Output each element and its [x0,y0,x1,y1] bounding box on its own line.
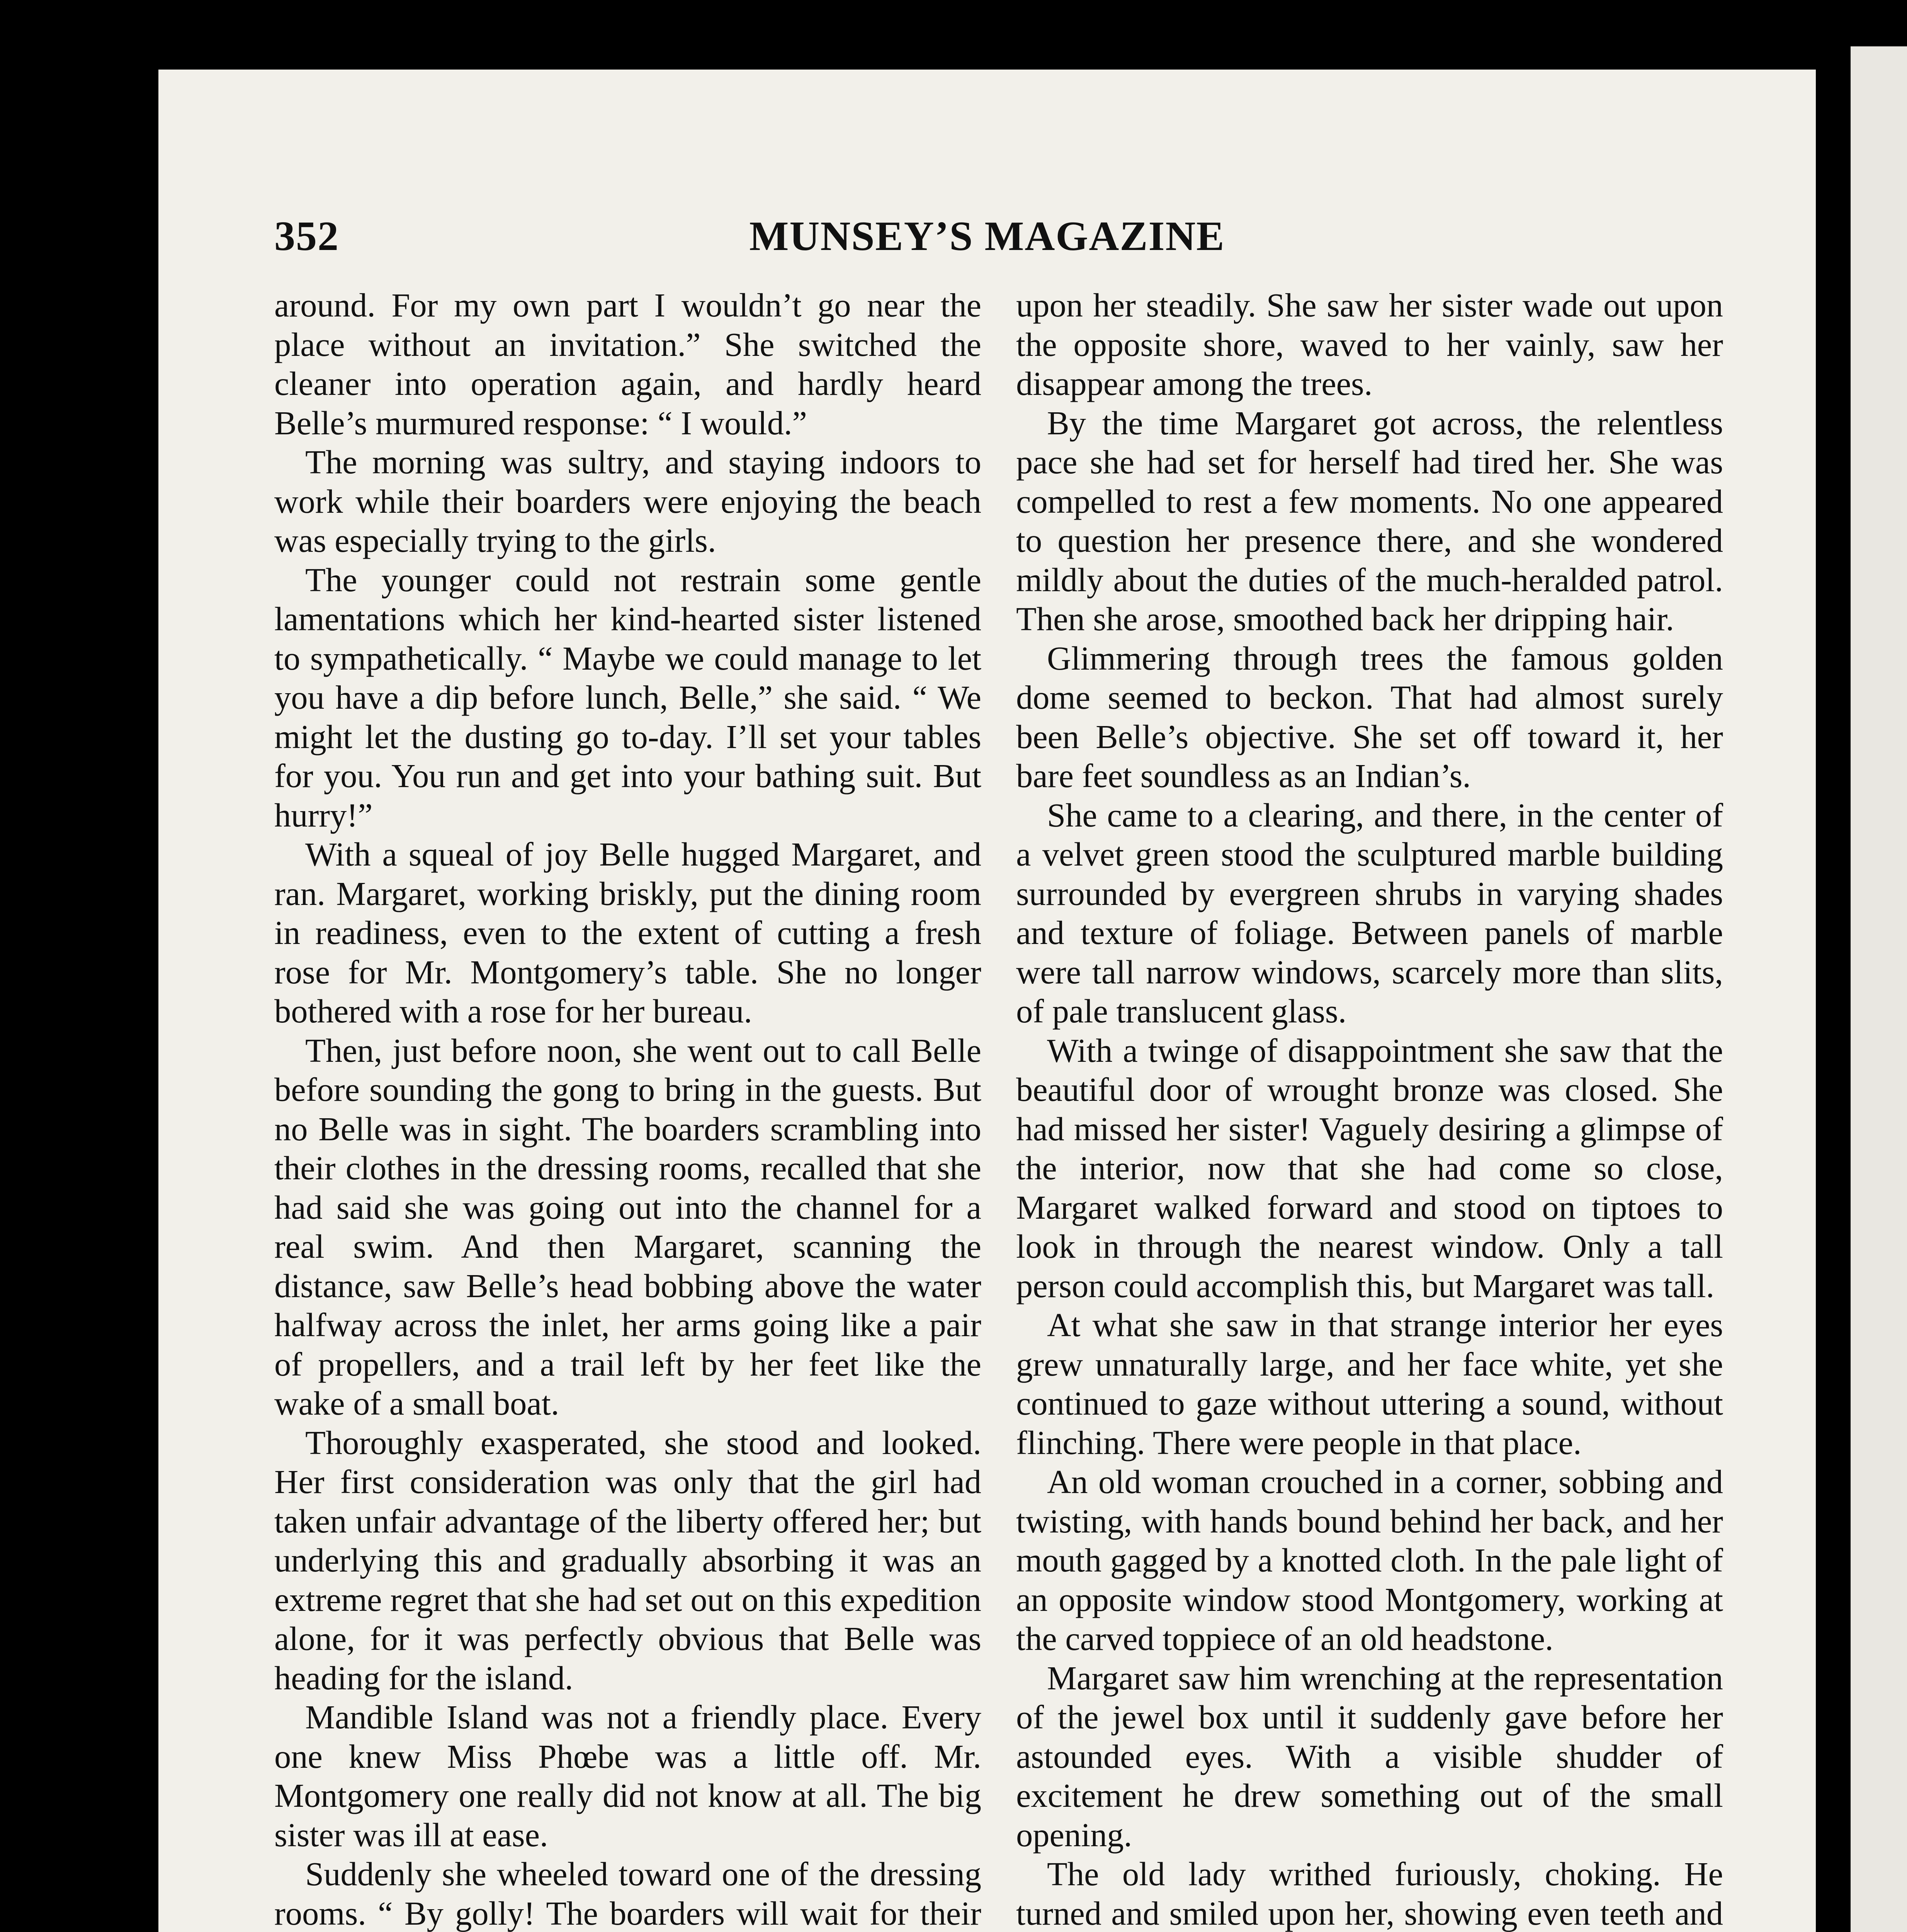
paragraph: Mandible Island was not a friendly place. Every one knew Miss Phœbe was a little off. Mr. Montgomery one really did not know at all. The big sister was ill at ease. [274,1699,981,1854]
adjacent-page-edge [1851,46,1907,1932]
page-header [158,213,1816,274]
paragraph: Thoroughly exasperated, she stood and looked. Her first consideration was only that the girl had taken unfair advantage of the liberty offered her; but underlying this and gradually absorbing it was an extreme regret that she had set out on this expedition alone, for it was perfectly obvious that Belle was heading for the island. [274,1424,981,1697]
magazine-page [158,70,1816,1932]
paragraph: The morning was sultry, and staying indoors to work while their boarders were enjoying the beach was especially trying to the girls. [274,444,981,559]
paragraph: Glimmering through trees the famous golden dome seemed to beckon. That had almost surely been Belle’s objective. She set off toward it, her bare feet soundless as an Indian’s. [1016,639,1723,794]
paragraph: Then, just before noon, she went out to call Belle before sounding the gong to bring in the guests. But no Belle was in sight. The boarders scrambling into their clothes in the dressing rooms, recalled that she had said she was going out into the channel for a real swim. And then Margaret, scanning the distance, saw Belle’s head bobbing above the water halfway across the inlet, her arms going like a pair of propellers, and a trail left by her feet like the wake of a small boat. [274,1032,981,1422]
paragraph: Margaret saw him wrenching at the representation of the jewel box until it suddenly gave before her astounded eyes. With a visible shudder of excitement he drew something out of the small opening. [1016,1659,1723,1854]
paragraph: With a twinge of disappointment she saw that the beautiful door of wrought bronze was closed. She had missed her sister! Vaguely desiring a glimpse of the interior, now that she had come so close, Margaret walked forward and stood on tiptoes to look in through the nearest window. Only a tall person could accomplish this, but Margaret was tall. [1016,1032,1723,1304]
paragraph: At what she saw in that strange interior her eyes grew unnaturally large, and her face white, yet she continued to gaze without uttering a sound, without flinching. There were people in that place. [1016,1306,1723,1461]
paragraph: By the time Margaret got across, the relentless pace she had set for herself had tired her. She was compelled to rest a few moments. No one appeared to question her presence there, and she wondered mildly about the duties of the much-heralded patrol. Then she arose, smoothed back her dripping hair. [1016,404,1723,638]
paragraph: She came to a clearing, and there, in the center of a velvet green stood the sculptured marble building surrounded by evergreen shrubs in varying shades and texture of foliage. Between panels of marble were tall narrow windows, scarcely more than slits, of pale translucent glass. [1016,796,1723,1030]
paragraph: upon her steadily. She saw her sister wade out upon the opposite shore, waved to her vainly, saw her disappear among the trees. [1016,287,1723,402]
paragraph: around. For my own part I wouldn’t go near the place without an invitation.” She switched the cleaner into operation again, and hardly heard Belle’s murmured response: “ I would.” [274,287,981,442]
paragraph: With a squeal of joy Belle hugged Margaret, and ran. Margaret, working briskly, put the dining room in readiness, even to the extent of cutting a fresh rose for Mr. Montgomery’s table. She no longer bothered with a rose for her bureau. [274,836,981,1030]
left-column [274,286,981,1932]
right-column [1016,286,1723,1932]
paragraph: Suddenly she wheeled toward one of the dressing rooms. “ By golly! The boarders will wait for their [274,1855,981,1932]
paragraph: An old woman crouched in a corner, sobbing and twisting, with hands bound behind her back, and her mouth gagged by a knotted cloth. In the pale light of an opposite window stood Montgomery, working at the carved toppiece of an old headstone. [1016,1463,1723,1657]
page-number: 352 [274,213,339,259]
paragraph: The younger could not restrain some gentle lamentations which her kind-hearted sister listened to sympathetically. “ Maybe we could manage to let you have a dip before lunch, Belle,” she said. “ We might let the dusting go to-day. I’ll set your tables for you. You run and get into your bathing suit. But hurry!” [274,561,981,834]
paragraph: The old lady writhed furiously, choking. He turned and smiled upon her, showing even teeth and [1016,1855,1723,1932]
running-head: MUNSEY’S MAGAZINE [749,213,1225,259]
